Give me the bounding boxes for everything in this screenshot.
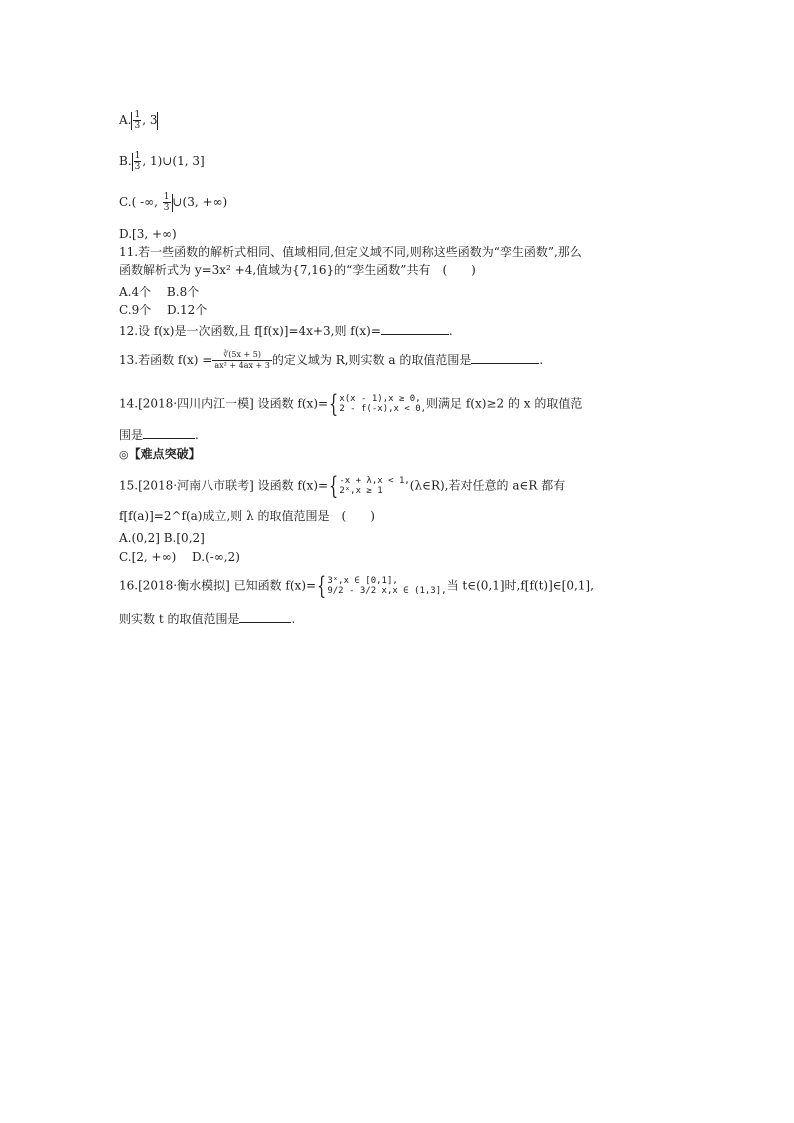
q10-option-b: B. $\frac{1}{3}$ , 1)∪(1, 3] (119, 151, 205, 172)
section-header: ◎【难点突破】 (119, 447, 201, 461)
q16: 16.[2018·衡水模拟] 已知函数 f(x)={ 3ˣ,x ∈ [0,1], 9/2 - 3/2 x,x ∈ (1,3], 当 t∈(0,1]时,f[f(t)]∈[0,1], (119, 572, 594, 600)
q13-answer-blank[interactable] (471, 351, 539, 364)
q10-option-a: A. $\frac{1}{3}$ , 3 (119, 110, 158, 131)
q11-line2: 函数解析式为 y=3x² +4,值域为{7,16}的“孪生函数”共有 ( ) (119, 263, 476, 277)
q14-line2: 围是 . (119, 428, 199, 442)
q15-options-cd: C.[2, +∞) D.(-∞,2) (119, 550, 240, 564)
q12: 12.设 f(x)是一次函数,且 f[f(x)]=4x+3,则 f(x)= . (119, 324, 453, 338)
q11-options-ab: A.4个 B.8个 (119, 285, 200, 299)
q15-options-ab: A.(0,2] B.[0,2] (119, 531, 205, 545)
circle-bullet-icon: ◎ (119, 448, 129, 461)
q10-option-d: D.[3, +∞) (119, 227, 177, 241)
q15-line2: f[f(a)]=2^f(a)成立,则 λ 的取值范围是 ( ) (119, 509, 375, 523)
q16-line2: 则实数 t 的取值范围是 . (119, 612, 296, 626)
q11-options-cd: C.9个 D.12个 (119, 303, 208, 317)
q10-option-c: C.( -∞, $\frac{1}{3}$ ∪(3, +∞) (119, 192, 228, 213)
q13: 13.若函数 f(x) = $\frac{∛(5x + 5)}{\text{ax² + 4ax + 3}}$ 的定义域为 R,则实数 a 的取值范围是 . (119, 350, 544, 370)
q14-answer-blank[interactable] (143, 426, 195, 439)
q16-answer-blank[interactable] (239, 610, 291, 623)
q12-answer-blank[interactable] (381, 322, 449, 335)
q11-line1: 11.若一些函数的解析式相同、值域相同,但定义域不同,则称这些函数为“孪生函数”,那么 (119, 245, 582, 259)
q14: 14.[2018·四川内江一模] 设函数 f(x)={ x(x - 1),x ≥ 0, 2 - f(-x),x < 0, 则满足 f(x)≥2 的 x 的取值范 (119, 390, 583, 418)
q15: 15.[2018·河南八市联考] 设函数 f(x)={ -x + λ,x < 1, 2ˣ,x ≥ 1 (λ∈R),若对任意的 a∈R 都有 (119, 472, 566, 500)
